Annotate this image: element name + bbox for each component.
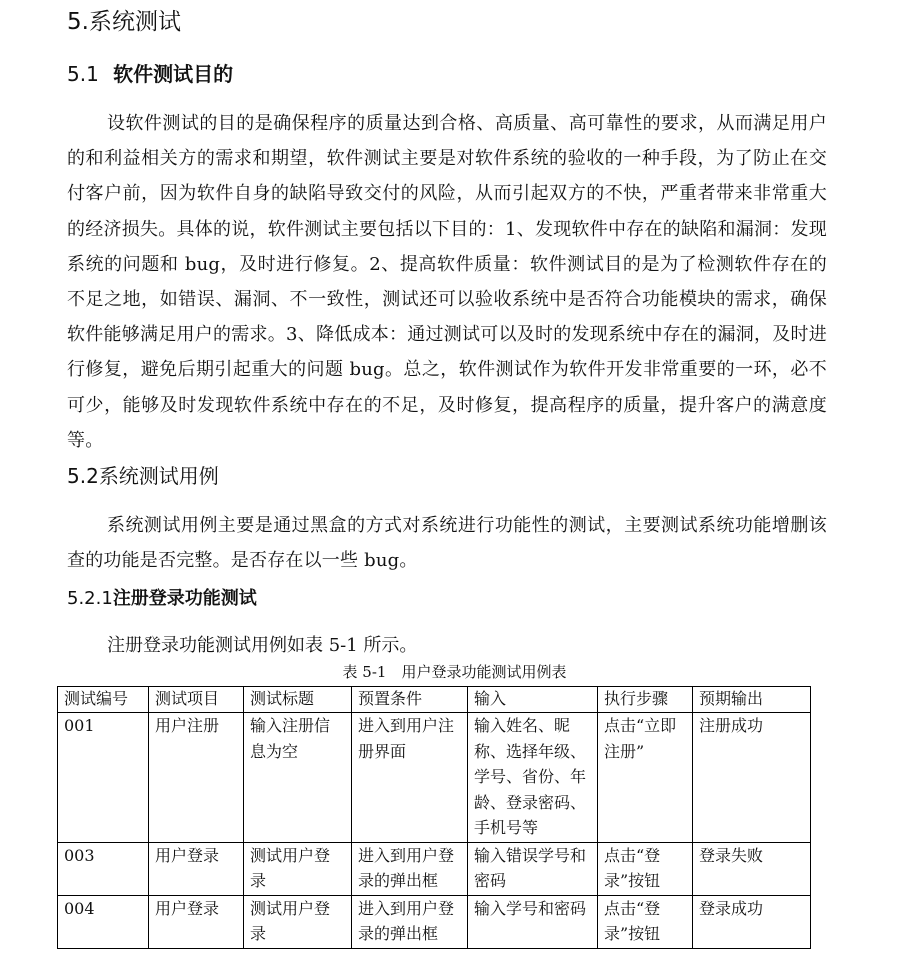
chapter-heading: 5.系统测试 — [67, 9, 181, 35]
table-cell: 进入到用户注册界面 — [352, 713, 468, 843]
table-cell: 点击“立即注册” — [598, 713, 693, 843]
table-cell: 001 — [58, 713, 149, 843]
table-cell: 输入错误学号和密码 — [468, 842, 598, 895]
table-cell: 输入姓名、昵称、选择年级、学号、省份、年龄、登录密码、手机号等 — [468, 713, 598, 843]
table-intro: 注册登录功能测试用例如表 5-1 所示。 — [107, 635, 418, 656]
header-cell: 执行步骤 — [598, 687, 693, 713]
header-cell: 输入 — [468, 687, 598, 713]
header-cell: 预期输出 — [693, 687, 811, 713]
header-cell: 测试标题 — [244, 687, 352, 713]
header-cell: 测试项目 — [149, 687, 244, 713]
table-cell: 点击“登录”按钮 — [598, 895, 693, 948]
section-number: 5.2 — [67, 464, 99, 488]
table-cell: 输入学号和密码 — [468, 895, 598, 948]
section-title: 软件测试目的 — [113, 62, 234, 86]
table-cell: 注册成功 — [693, 713, 811, 843]
header-cell: 预置条件 — [352, 687, 468, 713]
table-cell: 用户登录 — [149, 895, 244, 948]
subsection-heading-5-2-1 — [67, 586, 257, 612]
table-cell: 进入到用户登录的弹出框 — [352, 895, 468, 948]
table-caption: 表 5-1 用户登录功能测试用例表 — [342, 663, 567, 681]
section-heading-5-2 — [67, 462, 219, 490]
table-header-row — [58, 687, 811, 713]
section-1-paragraph: 设软件测试的目的是确保程序的质量达到合格、高质量、高可靠性的要求，从而满足用户的和利益相关方的需求和期望，软件测试主要是对软件系统的验收的一种手段，为了防止在交付客户前，因为软件自身的缺陷导致交付的风险，从而引起双方的不快，严重者带来非常重大的经济损失。具体的说，软件测试主要包括以下目的：1、发现软件中存在的缺陷和漏洞：发现系统的问题和 bug，及时进行修复。2、提高软件质量：软件测试目的是为了检测软件存在的不足之地，如错误、漏洞、不一致性，测试还可以验收系统中是否符合功能模块的需求，确保软件能够满足用户的需求。3、降低成本：通过测试可以及时的发现系统中存在的漏洞，及时进行修复，避免后期引起重大的问题 bug。总之，软件测试作为软件开发非常重要的一环，必不可少，能够及时发现软件系统中存在的不足，及时修复，提高程序的质量，提升客户的满意度等。 — [67, 113, 827, 451]
table-cell: 用户登录 — [149, 842, 244, 895]
section-title: 系统测试用例 — [98, 464, 219, 488]
table-cell: 点击“登录”按钮 — [598, 842, 693, 895]
test-case-table — [57, 686, 811, 949]
header-cell: 测试编号 — [58, 687, 149, 713]
table-cell: 003 — [58, 842, 149, 895]
section-number: 5.1 — [67, 62, 99, 86]
table-cell: 登录成功 — [693, 895, 811, 948]
section-2-paragraph: 系统测试用例主要是通过黑盒的方式对系统进行功能性的测试，主要测试系统功能增删该查的功能是否完整。是否存在以一些 bug。 — [67, 515, 827, 572]
table-row — [58, 842, 811, 895]
table-cell: 004 — [58, 895, 149, 948]
table-cell: 用户注册 — [149, 713, 244, 843]
section-heading-5-1 — [67, 60, 233, 88]
table-cell: 测试用户登录 — [244, 895, 352, 948]
subsection-title: 注册登录功能测试 — [112, 588, 257, 609]
table-row — [58, 713, 811, 843]
table-cell: 登录失败 — [693, 842, 811, 895]
table-cell: 测试用户登录 — [244, 842, 352, 895]
subsection-number: 5.2.1 — [67, 588, 113, 609]
table-cell: 输入注册信息为空 — [244, 713, 352, 843]
table-cell: 进入到用户登录的弹出框 — [352, 842, 468, 895]
table-row — [58, 895, 811, 948]
